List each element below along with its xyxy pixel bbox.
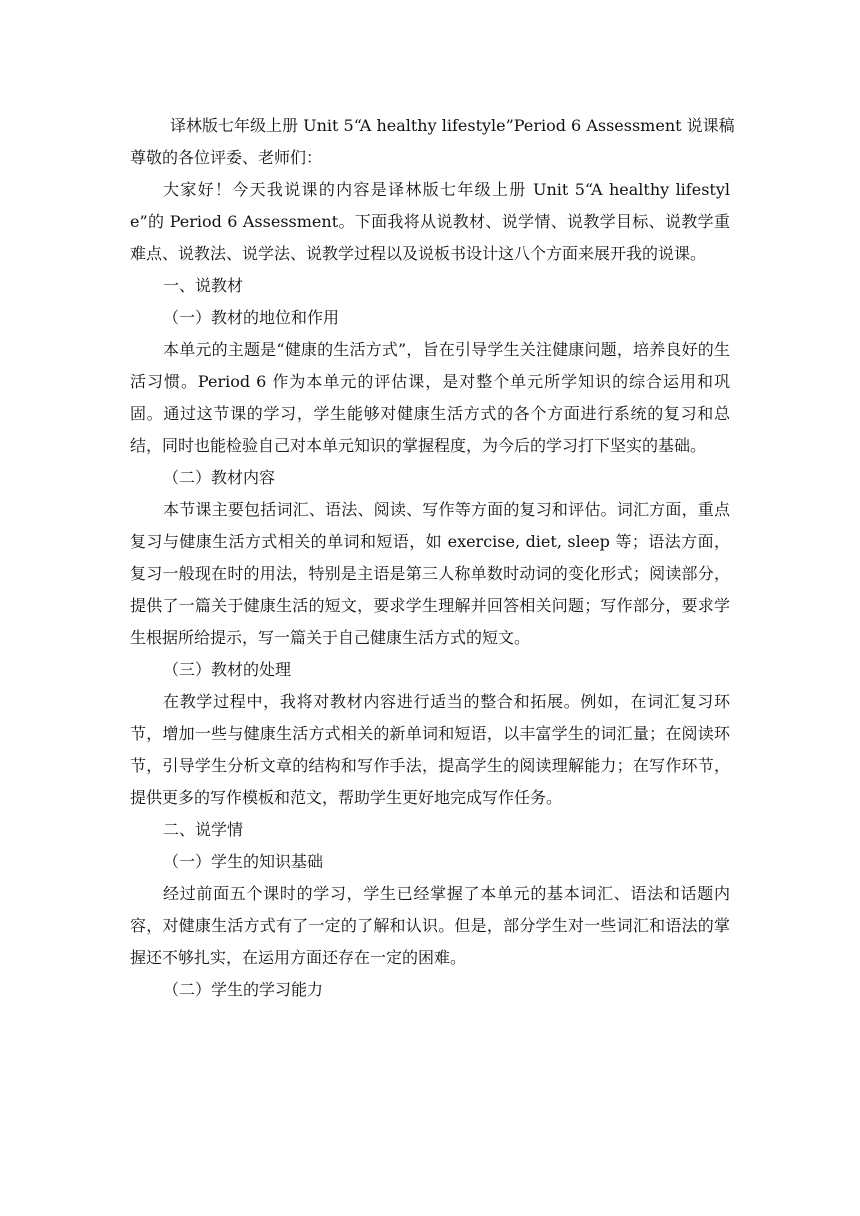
paragraph-textbook-role: 本单元的主题是“健康的生活方式”，旨在引导学生关注健康问题，培养良好的生活习惯。Period 6 作为本单元的评估课，是对整个单元所学知识的综合运用和巩固。通过这节课的学习，学生能够对健康生活方式的各个方面进行系统的复习和总结，同时也能检验自己对本单元知识的掌握程度，为今后的学习打下坚实的基础。 bbox=[130, 340, 730, 455]
subheading-knowledge-base: （一）学生的知识基础 bbox=[163, 852, 324, 871]
intro-paragraph: 大家好！今天我说课的内容是译林版七年级上册 Unit 5“A healthy lifestyle”的 Period 6 Assessment。下面我将从说教材、说学情、说教学目标、说教学重难点、说教法、说学法、说教学过程以及说板书设计这八个方面来展开我的说课。 bbox=[130, 180, 730, 263]
subheading-textbook-processing: （三）教材的处理 bbox=[163, 660, 292, 679]
subheading-textbook-role: （一）教材的地位和作用 bbox=[163, 308, 340, 327]
section-heading-learners: 二、说学情 bbox=[163, 820, 244, 839]
document-body bbox=[130, 110, 735, 1006]
greeting: 尊敬的各位评委、老师们： bbox=[130, 148, 323, 167]
paragraph-knowledge-base: 经过前面五个课时的学习，学生已经掌握了本单元的基本词汇、语法和话题内容，对健康生活方式有了一定的了解和认识。但是，部分学生对一些词汇和语法的掌握还不够扎实，在运用方面还存在一定的困难。 bbox=[130, 884, 730, 967]
paragraph-textbook-content: 本节课主要包括词汇、语法、阅读、写作等方面的复习和评估。词汇方面，重点复习与健康生活方式相关的单词和短语，如 exercise, diet, sleep 等；语法方面，复习一般现在时的用法，特别是主语是第三人称单数时动词的变化形式；阅读部分，提供了一篇关于健康生活的短文，要求学生理解并回答相关问题；写作部分，要求学生根据所给提示，写一篇关于自己健康生活方式的短文。 bbox=[130, 500, 730, 647]
section-heading-textbook: 一、说教材 bbox=[163, 276, 244, 295]
subheading-textbook-content: （二）教材内容 bbox=[163, 468, 276, 487]
document-title: 译林版七年级上册 Unit 5“A healthy lifestyle”Period 6 Assessment 说课稿 bbox=[170, 116, 735, 135]
subheading-learning-ability: （二）学生的学习能力 bbox=[163, 980, 324, 999]
paragraph-textbook-processing: 在教学过程中，我将对教材内容进行适当的整合和拓展。例如，在词汇复习环节，增加一些与健康生活方式相关的新单词和短语，以丰富学生的词汇量；在阅读环节，引导学生分析文章的结构和写作手法，提高学生的阅读理解能力；在写作环节，提供更多的写作模板和范文，帮助学生更好地完成写作任务。 bbox=[130, 692, 730, 807]
